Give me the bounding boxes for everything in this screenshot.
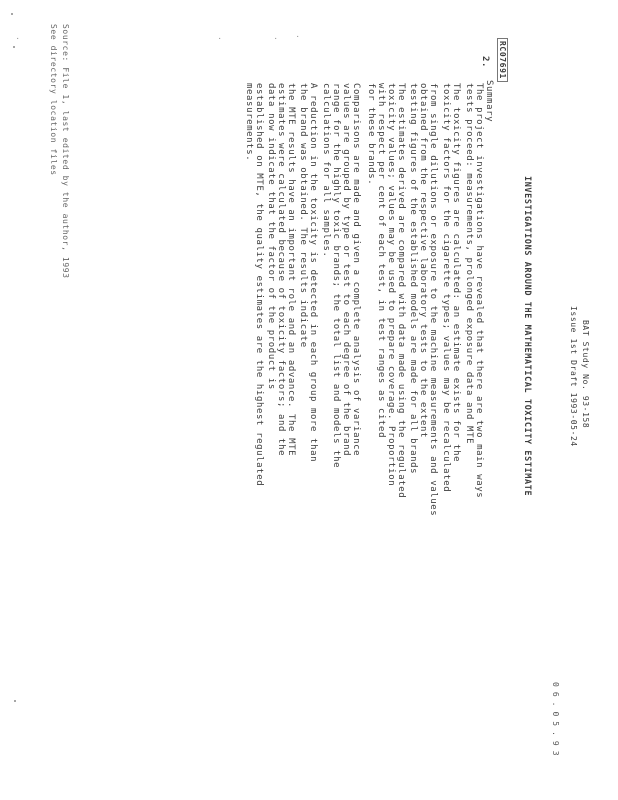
body-line: Comparisons are made and given a complete analysis of variance [351,83,361,457]
scan-mark: · [271,36,280,41]
body-line: values are grouped by type or test to each degree of the brand [341,83,351,457]
footnote-line: Source: File 1, last edited by the author, 1993 [61,24,70,279]
body-line: estimates were calculated because of toxicity factors; and the [276,83,286,457]
section-heading: Summary [484,80,494,123]
body-line: for these brands. [366,83,376,186]
body-line: with respect per cent of each test, in test ranges as cited [376,83,386,439]
body-line: toxicity values; values may be used to prepare coverage. Proportion [386,83,396,487]
document-title: INVESTIGATIONS AROUND THE MATHEMATICAL TOXICITY ESTIMATE [522,176,532,497]
body-line: tests proceed: measurements, prolonged exposure data and MTE [464,83,474,445]
body-line: the MTE results have an important role and an advance. The MTE [286,83,296,457]
body-line: the brand was obtained. The results indicate [298,83,308,348]
body-line: from single dilutions or exposure to the machine measurements and values [428,83,438,517]
header-issue: Issue 1st Draft 1993-05-24 [569,306,578,447]
body-line: The estimates derived are compared with data made using the regulated [396,83,406,499]
section-number: 2. [480,56,490,69]
scan-mark: · [293,34,302,39]
scan-speck [13,46,15,48]
body-line: testing figures of the established models are made for all brands [408,83,418,475]
body-line: toxicity factors for the cigarette types; values may be recalculated [441,83,451,493]
body-line: data now indicate that the factor of the product is [266,83,276,390]
body-line: obtained from the respective laboratory tests to the extent [418,83,428,439]
body-line: range for the highly toxic brands; the total list and models the [331,83,341,469]
body-line: calculations for all samples. [321,83,331,258]
header-study-number: BAT Study No. 93-158 [581,320,590,429]
scan-mark: · [215,36,224,41]
scan-speck [14,700,16,702]
body-line: The project investigations have revealed that there are two main ways [474,83,484,499]
body-line: A reduction in the toxicity is detected in each group more than [308,83,318,463]
document-id: RC07691 [497,38,508,82]
scan-speck [11,13,13,15]
body-line: The toxicity figures are calculated: an estimate exists for the [451,83,461,463]
footnote-line: See directory location files [49,24,58,176]
date-stamp: 06.05.93 [551,682,560,761]
body-line: established on MTE, the quality estimates are the highest regulated [254,83,264,487]
body-line: measurements. [244,83,254,162]
scan-mark: · [13,36,22,41]
